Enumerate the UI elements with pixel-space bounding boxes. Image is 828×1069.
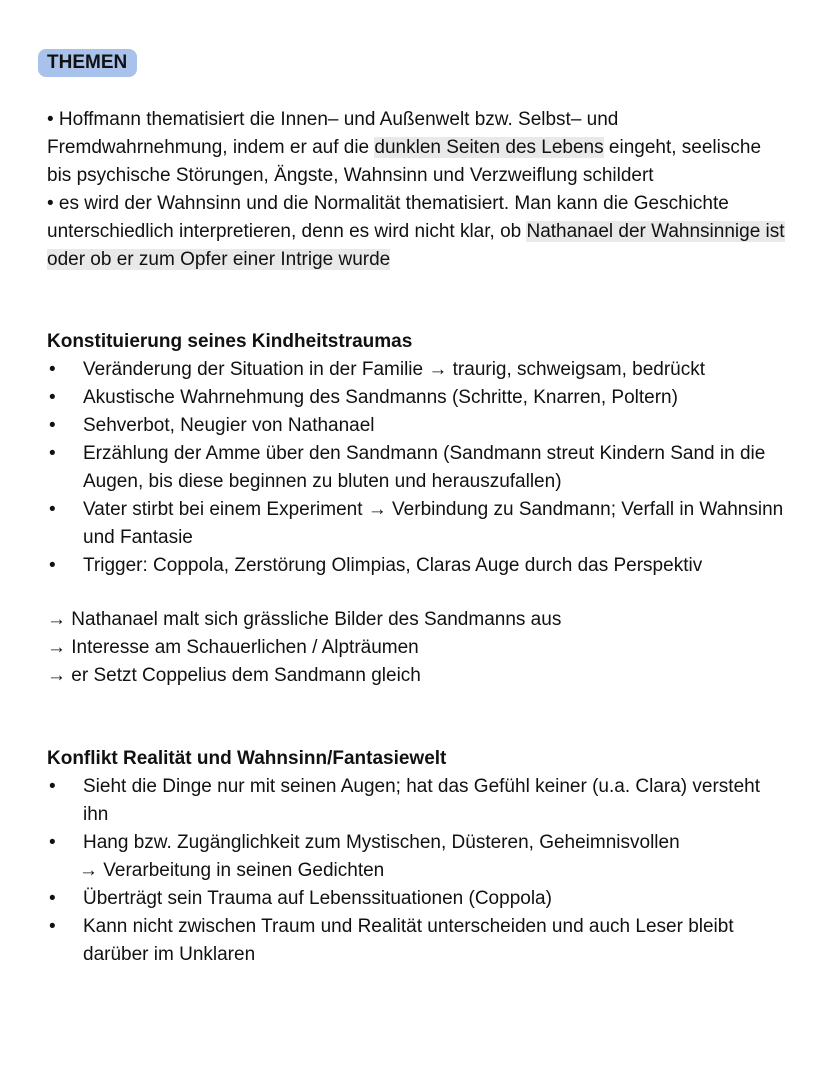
list-item-text: Vater stirbt bei einem Experiment → Verbindung zu Sandmann; Verfall in Wahnsinn und Fantasie [83, 499, 784, 548]
bullet-icon: • [49, 387, 56, 408]
intro-p1-highlight: dunklen Seiten des Lebens [374, 137, 604, 158]
list-item-text: Akustische Wahrnehmung des Sandmanns (Schritte, Knarren, Poltern) [83, 387, 678, 408]
bullet-icon: • [49, 415, 56, 436]
list-item [47, 356, 787, 384]
intro-p2-highlight: Nathanael der Wahnsinnige ist oder ob er zum Opfer einer Intrige wurde [47, 221, 785, 270]
bullet-icon: • [49, 443, 56, 464]
list-item [47, 885, 787, 913]
conclusion-line: → er Setzt Coppelius dem Sandmann gleich [47, 665, 421, 686]
list-item-text: Hang bzw. Zugänglichkeit zum Mystischen, Düsteren, Geheimnisvollen [83, 832, 680, 853]
bullet-icon: • [49, 776, 56, 797]
conclusion-line: → Nathanael malt sich grässliche Bilder des Sandmanns aus [47, 609, 562, 630]
list-item-text: Erzählung der Amme über den Sandmann (Sandmann streut Kindern Sand in die Augen, bis diese beginnen zu bluten und herauszufallen) [83, 443, 766, 492]
list-item [47, 773, 787, 829]
bullet-icon: • [49, 555, 56, 576]
list-item [47, 552, 787, 580]
list-item [47, 384, 787, 412]
intro-p1-text-b: eingeht, seelische bis psychische Störungen, Ängste, Wahnsinn und Verzweiflung schildert [47, 137, 762, 186]
bullet-icon: • [49, 916, 56, 937]
intro-paragraph-1 [47, 106, 787, 190]
list-item-text: Sieht die Dinge nur mit seinen Augen; hat das Gefühl keiner (u.a. Clara) versteht ihn [83, 776, 760, 825]
list-item [47, 913, 787, 969]
section1-heading: Konstituierung seines Kindheitstraumas [47, 331, 413, 352]
section1-conclusions [47, 606, 561, 690]
list-item-subline: → Verarbeitung in seinen Gedichten [79, 860, 385, 881]
list-item-text: Überträgt sein Trauma auf Lebenssituationen (Coppola) [83, 888, 552, 909]
intro-p2-text-a: • es wird der Wahnsinn und die Normalität thematisiert. Man kann die Geschichte unterschiedlich interpretieren, denn es wird nicht klar, ob [47, 193, 729, 242]
bullet-icon: • [49, 499, 56, 520]
list-item-text: Trigger: Coppola, Zerstörung Olimpias, Claras Auge durch das Perspektiv [83, 555, 703, 576]
list-item-text: Sehverbot, Neugier von Nathanael [83, 415, 375, 436]
list-item [47, 496, 787, 552]
list-item-text: Veränderung der Situation in der Familie → traurig, schweigsam, bedrückt [83, 359, 706, 380]
section1-bullet-list [47, 356, 787, 580]
intro-p1-text-a: • Hoffmann thematisiert die Innen– und Außenwelt bzw. Selbst– und Fremdwahrnehmung, indem er auf die [47, 109, 619, 158]
intro-text [47, 106, 787, 274]
bullet-icon: • [49, 359, 56, 380]
list-item-text: Kann nicht zwischen Traum und Realität unterscheiden und auch Leser bleibt darüber im Unklaren [83, 916, 734, 965]
list-item [47, 412, 787, 440]
list-item [47, 829, 787, 885]
list-item [47, 440, 787, 496]
conclusion-line: → Interesse am Schauerlichen / Alpträumen [47, 637, 419, 658]
themen-badge: THEMEN [38, 49, 137, 77]
section2-heading: Konflikt Realität und Wahnsinn/Fantasiewelt [47, 748, 447, 769]
intro-paragraph-2 [47, 190, 787, 274]
section2-bullet-list [47, 773, 787, 969]
bullet-icon: • [49, 832, 56, 853]
bullet-icon: • [49, 888, 56, 909]
